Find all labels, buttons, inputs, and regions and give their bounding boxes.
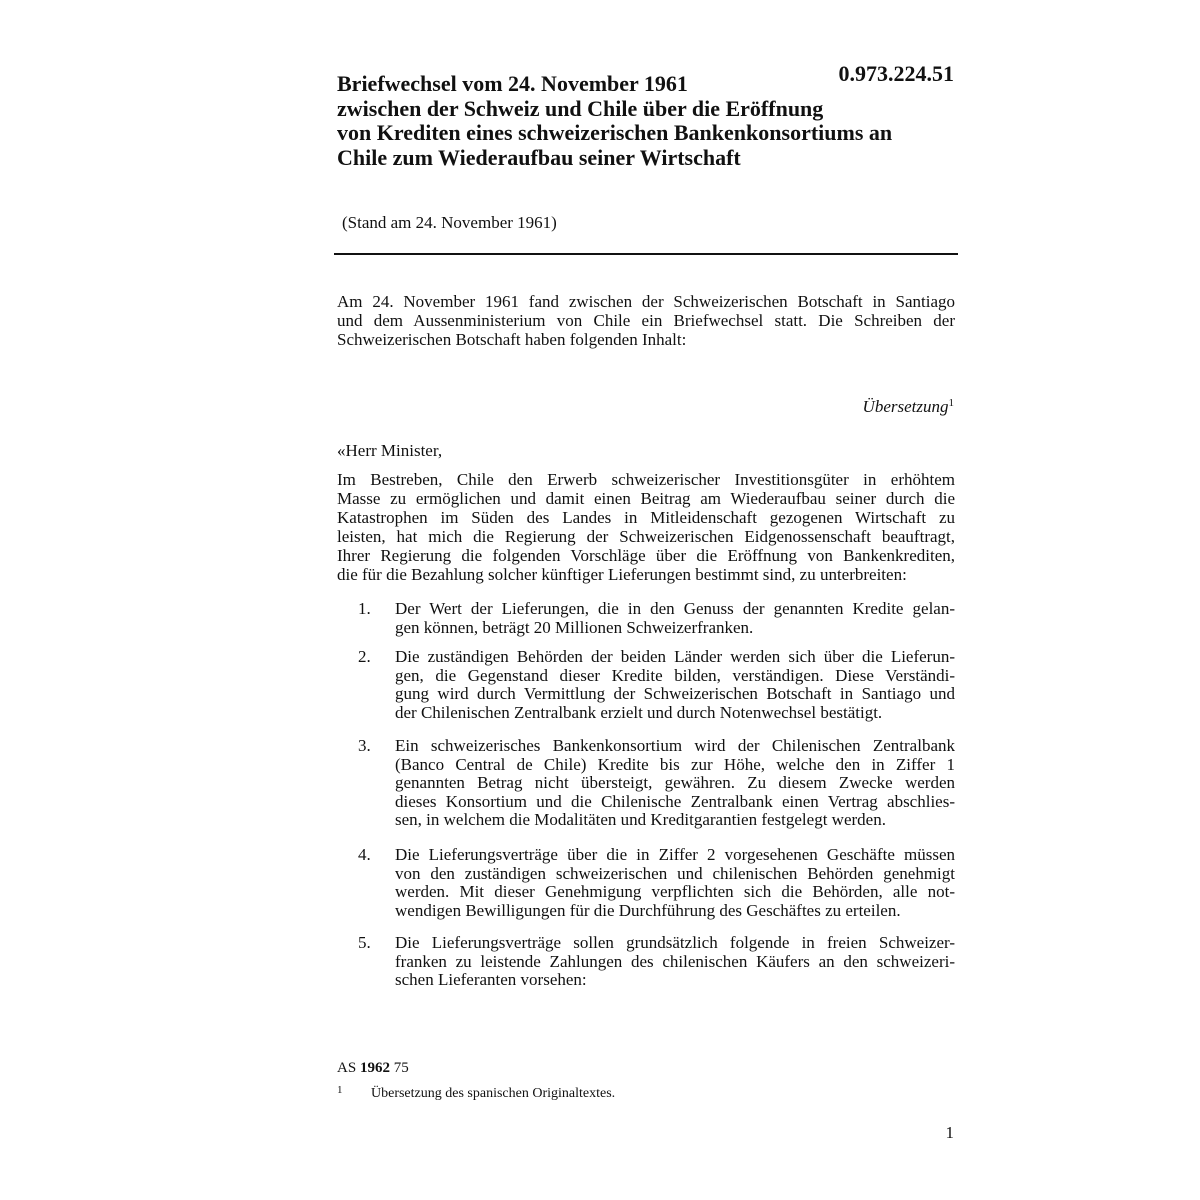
text-line: gung wird durch Vermittlung der Schweizerischen Botschaft in Santiago und <box>395 684 955 704</box>
list-item-body <box>395 737 955 830</box>
list-item-body <box>395 934 955 990</box>
text-line: gen, die Gegenstand dieser Kredite bilden, verständigen. Diese Verständi- <box>395 665 955 685</box>
header-divider <box>334 253 958 255</box>
title-line: Briefwechsel vom 24. November 1961 <box>337 71 688 96</box>
text-line: Masse zu ermöglichen und damit einen Beitrag am Wiederaufbau seiner durch die <box>337 489 955 508</box>
text-line: «Herr Minister, <box>337 441 443 460</box>
status-date: (Stand am 24. November 1961) <box>342 213 557 232</box>
text-line: leisten, hat mich die Regierung der Schweizerischen Eidgenossenschaft beauftragt, <box>337 527 955 546</box>
list-item-number: 1. <box>358 599 371 618</box>
page-number: 1 <box>945 1123 954 1142</box>
text-line: Katastrophen im Süden des Landes in Mitleidenschaft gezogenen Wirtschaft zu <box>337 508 955 527</box>
text-line: Ihrer Regierung die folgenden Vorschläge über die Eröffnung von Bankenkrediten, <box>337 546 955 565</box>
footnote <box>337 1080 615 1104</box>
footnote-mark: 1 <box>337 1084 343 1096</box>
letter-salutation <box>337 441 955 460</box>
text-line: Ein schweizerisches Bankenkonsortium wird der Chilenischen Zentralbank <box>395 736 955 755</box>
text-line: werden. Mit dieser Genehmigung verpflichten sich die Behörden, alle not- <box>395 882 955 902</box>
translation-note <box>863 397 954 417</box>
list-item-number: 4. <box>358 845 371 864</box>
text-line: Der Wert der Lieferungen, die in den Genuss der genannten Kredite gelan- <box>395 599 955 618</box>
title-line: von Krediten eines schweizerischen Bankenkonsortiums an <box>337 120 893 145</box>
intro-paragraph <box>337 292 955 349</box>
text-line: Die Lieferungsverträge sollen grundsätzlich folgende in freien Schweizer- <box>395 933 955 952</box>
document-title <box>337 72 957 170</box>
list-item-number: 2. <box>358 647 371 666</box>
title-line: zwischen der Schweiz und Chile über die Eröffnung <box>337 95 824 121</box>
text-line: dieses Konsortium und die Chilenische Zentralbank einen Vertrag abschlies- <box>395 791 955 811</box>
text-line: Die zuständigen Behörden der beiden Länder werden sich über die Lieferun- <box>395 647 955 666</box>
text-line: gen können, beträgt 20 Millionen Schweizerfranken. <box>395 617 754 637</box>
letter-paragraph <box>337 470 955 584</box>
translation-label: Übersetzung <box>862 397 949 416</box>
text-line: und dem Aussenministerium von Chile ein Briefwechsel statt. Die Schreiben der <box>337 311 955 330</box>
list-item-body <box>395 648 955 722</box>
list-item-number: 3. <box>358 736 371 755</box>
text-line: Die Lieferungsverträge über die in Ziffer 2 vorgesehenen Geschäfte müssen <box>395 845 955 864</box>
text-line: sen, in welchem die Modalitäten und Kreditgarantien festgelegt werden. <box>395 810 886 830</box>
text-line: Im Bestreben, Chile den Erwerb schweizerischer Investitionsgüter in erhöhtem <box>337 470 955 489</box>
text-line: wendigen Bewilligungen für die Durchführung des Geschäftes zu erteilen. <box>395 900 901 920</box>
text-line: die für die Bezahlung solcher künftiger Lieferungen bestimmt sind, zu unterbreiten: <box>337 565 907 584</box>
text-line: von den zuständigen schweizerischen und chilenischen Behörden genehmigt <box>395 863 955 883</box>
as-page: 75 <box>393 1060 409 1076</box>
list-item-body <box>395 600 955 637</box>
footnote-reference[interactable]: 1 <box>948 397 954 409</box>
text-line: genannten Betrag nicht übersteigt, gewähren. Zu diesem Zwecke werden <box>395 773 955 793</box>
list-item-number: 5. <box>358 933 371 952</box>
text-line: (Banco Central de Chile) Kredite bis zur Höhe, welche den in Ziffer 1 <box>395 754 955 774</box>
list-item-body <box>395 846 955 920</box>
text-line: Am 24. November 1961 fand zwischen der Schweizerischen Botschaft in Santiago <box>337 292 955 311</box>
as-year: 1962 <box>359 1060 390 1076</box>
text-line: Schweizerischen Botschaft haben folgenden Inhalt: <box>337 330 687 349</box>
sr-number: 0.973.224.51 <box>838 61 954 86</box>
official-collection-reference <box>337 1058 409 1078</box>
text-line: franken zu leistende Zahlungen des chilenischen Käufers an den schweizeri- <box>395 951 955 971</box>
as-prefix: AS <box>337 1060 357 1076</box>
title-line: Chile zum Wiederaufbau seiner Wirtschaft <box>337 144 741 170</box>
footnote-text: Übersetzung des spanischen Originaltextes. <box>371 1086 616 1101</box>
text-line: der Chilenischen Zentralbank erzielt und durch Notenwechsel bestätigt. <box>395 702 883 722</box>
text-line: schen Lieferanten vorsehen: <box>395 970 587 990</box>
